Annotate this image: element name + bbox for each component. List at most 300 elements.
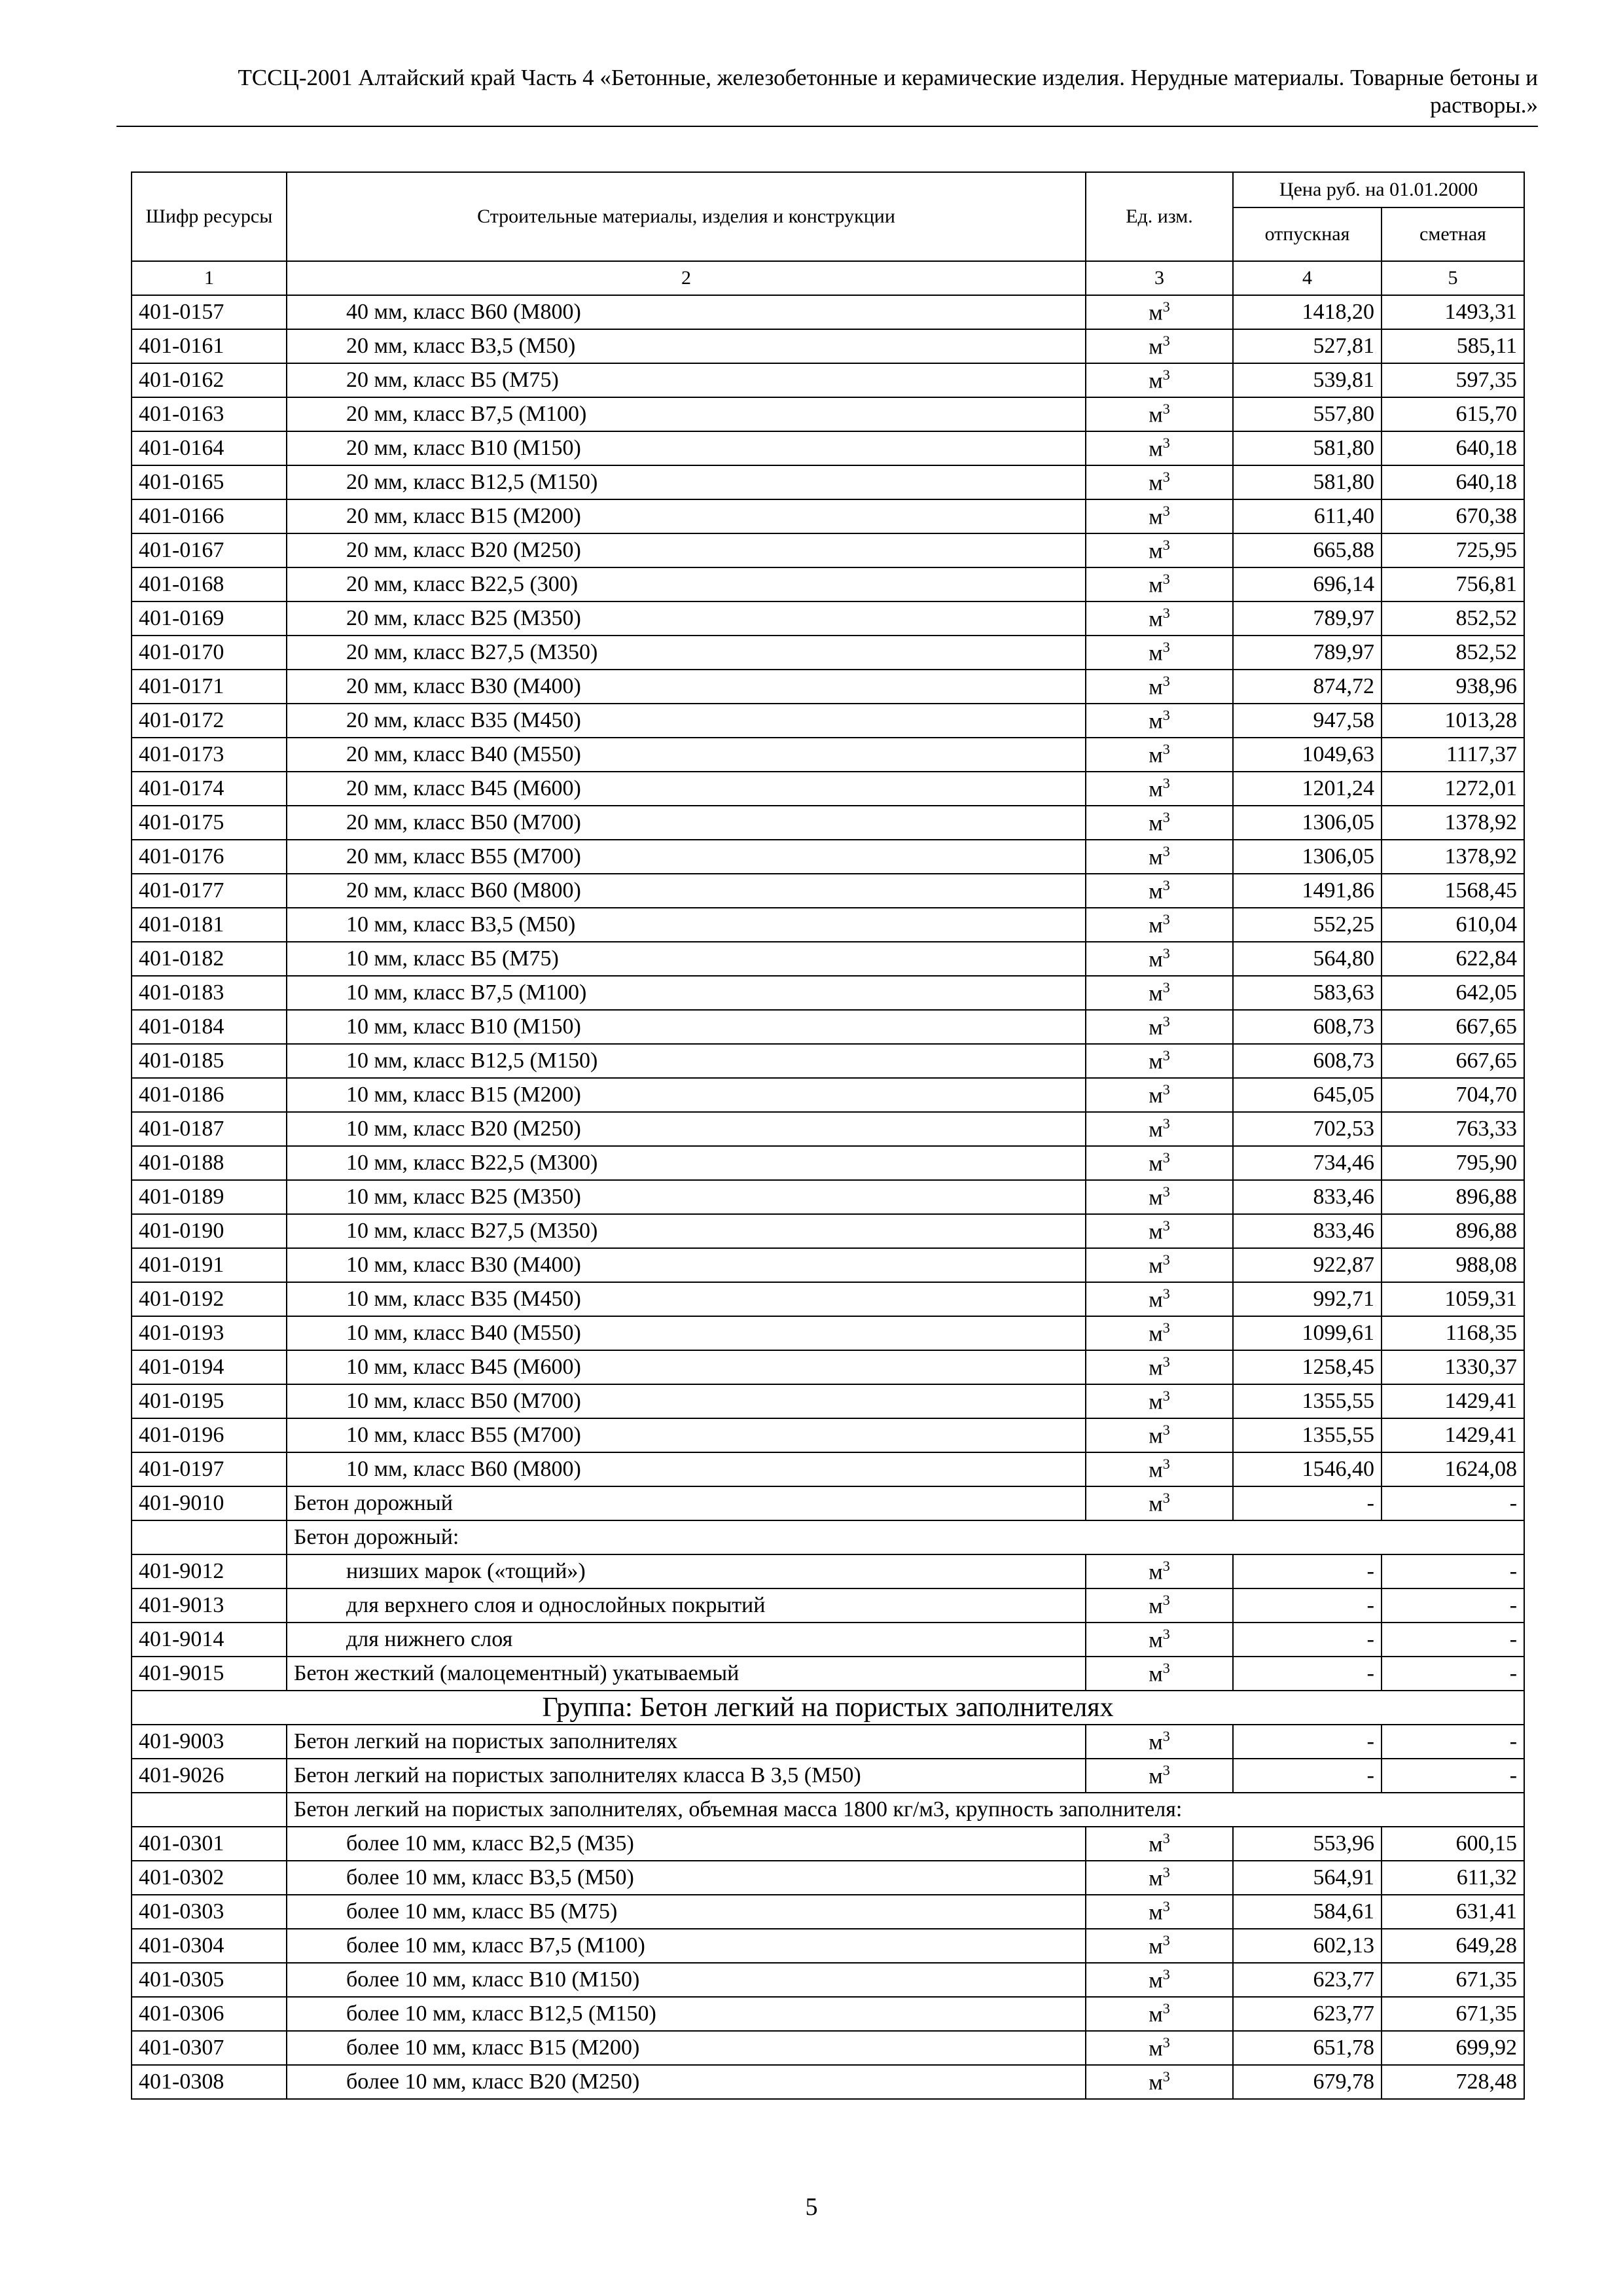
row-name: более 10 мм, класс В7,5 (М100)	[287, 1929, 1086, 1963]
row-release-price: -	[1233, 1588, 1382, 1623]
row-unit: $м^3$	[1086, 1044, 1233, 1078]
row-name: 10 мм, класс В20 (М250)	[287, 1112, 1086, 1146]
table-row	[132, 363, 1524, 397]
row-code: 401-0306	[132, 1997, 287, 2031]
row-code: 401-0181	[132, 908, 287, 942]
row-unit: $м^3$	[1086, 1010, 1233, 1044]
row-estimate-price: 1272,01	[1382, 772, 1524, 806]
row-name: 20 мм, класс В35 (М450)	[287, 704, 1086, 738]
row-estimate-price: -	[1382, 1657, 1524, 1691]
row-release-price: 734,46	[1233, 1146, 1382, 1180]
row-unit: $м^3$	[1086, 840, 1233, 874]
row-unit: $м^3$	[1086, 1316, 1233, 1350]
row-code: 401-0194	[132, 1350, 287, 1384]
page-number: 5	[805, 2193, 818, 2221]
table-row	[132, 1248, 1524, 1282]
row-unit: $м^3$	[1086, 670, 1233, 704]
row-unit: $м^3$	[1086, 1282, 1233, 1316]
table-row	[132, 2031, 1524, 2065]
row-unit: $м^3$	[1086, 1384, 1233, 1418]
row-name: низших марок («тощий»)	[287, 1554, 1086, 1588]
row-name: 10 мм, класс В22,5 (М300)	[287, 1146, 1086, 1180]
row-release-price: -	[1233, 1657, 1382, 1691]
row-unit: $м^3$	[1086, 601, 1233, 636]
row-name: 20 мм, класс В55 (М700)	[287, 840, 1086, 874]
row-release-price: 564,80	[1233, 942, 1382, 976]
row-name: более 10 мм, класс В20 (М250)	[287, 2065, 1086, 2099]
table-row	[132, 567, 1524, 601]
col-header-release: отпускная	[1233, 207, 1382, 261]
row-unit: $м^3$	[1086, 1248, 1233, 1282]
row-unit: $м^3$	[1086, 976, 1233, 1010]
row-estimate-price: 728,48	[1382, 2065, 1524, 2099]
row-release-price: 553,96	[1233, 1827, 1382, 1861]
row-name: 20 мм, класс В20 (М250)	[287, 533, 1086, 567]
row-name: 20 мм, класс В5 (М75)	[287, 363, 1086, 397]
row-release-price: 1491,86	[1233, 874, 1382, 908]
row-name: 20 мм, класс В15 (М200)	[287, 499, 1086, 533]
row-release-price: 611,40	[1233, 499, 1382, 533]
row-release-price: 665,88	[1233, 533, 1382, 567]
row-estimate-price: 1568,45	[1382, 874, 1524, 908]
row-release-price: 874,72	[1233, 670, 1382, 704]
table-row	[132, 499, 1524, 533]
row-estimate-price: 1330,37	[1382, 1350, 1524, 1384]
table-row	[132, 840, 1524, 874]
col-number: 2	[287, 261, 1086, 295]
row-unit: $м^3$	[1086, 465, 1233, 499]
row-code: 401-0307	[132, 2031, 287, 2065]
row-code: 401-0302	[132, 1861, 287, 1895]
row-code: 401-0161	[132, 329, 287, 363]
row-release-price: 564,91	[1233, 1861, 1382, 1895]
row-code: 401-0197	[132, 1452, 287, 1486]
table-row	[132, 1282, 1524, 1316]
row-estimate-price: 1117,37	[1382, 738, 1524, 772]
row-unit: $м^3$	[1086, 1963, 1233, 1997]
row-release-price: 1355,55	[1233, 1384, 1382, 1418]
row-release-price: -	[1233, 1486, 1382, 1520]
table-row	[132, 1112, 1524, 1146]
col-header-estimate: сметная	[1382, 207, 1524, 261]
table-row	[132, 1146, 1524, 1180]
row-name: 20 мм, класс В50 (М700)	[287, 806, 1086, 840]
row-unit: $м^3$	[1086, 1214, 1233, 1248]
row-release-price: 1049,63	[1233, 738, 1382, 772]
table-row	[132, 1895, 1524, 1929]
table-row	[132, 1316, 1524, 1350]
table-row	[132, 636, 1524, 670]
row-release-price: 696,14	[1233, 567, 1382, 601]
row-estimate-price: 699,92	[1382, 2031, 1524, 2065]
row-estimate-price: 756,81	[1382, 567, 1524, 601]
row-release-price: 922,87	[1233, 1248, 1382, 1282]
table-body-light	[132, 1827, 1524, 2099]
row-estimate-price: 667,65	[1382, 1010, 1524, 1044]
row-release-price: -	[1233, 1623, 1382, 1657]
row-unit: $м^3$	[1086, 2031, 1233, 2065]
row-code: 401-0182	[132, 942, 287, 976]
row-estimate-price: 763,33	[1382, 1112, 1524, 1146]
row-estimate-price: 631,41	[1382, 1895, 1524, 1929]
row-estimate-price: 1378,92	[1382, 840, 1524, 874]
row-name: 10 мм, класс В12,5 (М150)	[287, 1044, 1086, 1078]
row-estimate-price: 938,96	[1382, 670, 1524, 704]
row-code: 401-0195	[132, 1384, 287, 1418]
row-code: 401-0175	[132, 806, 287, 840]
row-unit: $м^3$	[1086, 329, 1233, 363]
row-code: 401-0303	[132, 1895, 287, 1929]
row-release-price: 608,73	[1233, 1044, 1382, 1078]
row-release-price: 552,25	[1233, 908, 1382, 942]
row-name: более 10 мм, класс В10 (М150)	[287, 1963, 1086, 1997]
row-estimate-price: 1168,35	[1382, 1316, 1524, 1350]
row-release-price: 1355,55	[1233, 1418, 1382, 1452]
row-name: более 10 мм, класс В12,5 (М150)	[287, 1997, 1086, 2031]
row-estimate-price: -	[1382, 1623, 1524, 1657]
row-estimate-price: 649,28	[1382, 1929, 1524, 1963]
row-release-price: 947,58	[1233, 704, 1382, 738]
row-code: 401-0183	[132, 976, 287, 1010]
row-unit: $м^3$	[1086, 1759, 1233, 1793]
table-body-main	[132, 295, 1524, 1486]
row-name: более 10 мм, класс В3,5 (М50)	[287, 1861, 1086, 1895]
row-estimate-price: 1013,28	[1382, 704, 1524, 738]
row-unit: $м^3$	[1086, 1486, 1233, 1520]
row-estimate-price: 640,18	[1382, 465, 1524, 499]
row-code: 401-0305	[132, 1963, 287, 1997]
row-release-price: 1099,61	[1233, 1316, 1382, 1350]
table-row	[132, 1725, 1524, 1759]
row-estimate-price: 610,04	[1382, 908, 1524, 942]
row-code: 401-0304	[132, 1929, 287, 1963]
row-estimate-price: 1493,31	[1382, 295, 1524, 329]
row-name: 20 мм, класс В7,5 (М100)	[287, 397, 1086, 431]
row-name: 20 мм, класс В45 (М600)	[287, 772, 1086, 806]
row-code: 401-0193	[132, 1316, 287, 1350]
row-release-price: -	[1233, 1554, 1382, 1588]
row-code: 401-0190	[132, 1214, 287, 1248]
row-name: 10 мм, класс В45 (М600)	[287, 1350, 1086, 1384]
table-row	[132, 1827, 1524, 1861]
row-code: 401-9012	[132, 1554, 287, 1588]
row-release-price: 833,46	[1233, 1214, 1382, 1248]
row-code: 401-0163	[132, 397, 287, 431]
table-row	[132, 1997, 1524, 2031]
table-row	[132, 329, 1524, 363]
row-unit: $м^3$	[1086, 1827, 1233, 1861]
row-release-price: 539,81	[1233, 363, 1382, 397]
table-row	[132, 1418, 1524, 1452]
row-release-price: 608,73	[1233, 1010, 1382, 1044]
row-unit: $м^3$	[1086, 1180, 1233, 1214]
row-unit: $м^3$	[1086, 295, 1233, 329]
row-estimate-price: 667,65	[1382, 1044, 1524, 1078]
row-code: 401-0165	[132, 465, 287, 499]
table-row	[132, 1861, 1524, 1895]
row-release-price: 789,97	[1233, 636, 1382, 670]
row-estimate-price: 896,88	[1382, 1180, 1524, 1214]
row-name: 10 мм, класс В7,5 (М100)	[287, 976, 1086, 1010]
header-line-1: ТССЦ-2001 Алтайский край Часть 4 «Бетонные, железобетонные и керамические изделия. Нерудные материалы. Товарные бетоны и	[238, 65, 1538, 90]
table-row	[132, 1078, 1524, 1112]
row-code: 401-0157	[132, 295, 287, 329]
col-number: 3	[1086, 261, 1233, 295]
table-row	[132, 601, 1524, 636]
table-row	[132, 1554, 1524, 1588]
row-release-price: 1306,05	[1233, 806, 1382, 840]
row-name: более 10 мм, класс В5 (М75)	[287, 1895, 1086, 1929]
row-unit: $м^3$	[1086, 1078, 1233, 1112]
price-table	[131, 171, 1525, 2100]
row-name: 40 мм, класс В60 (М800)	[287, 295, 1086, 329]
row-name: более 10 мм, класс В15 (М200)	[287, 2031, 1086, 2065]
row-unit: $м^3$	[1086, 1861, 1233, 1895]
table-row	[132, 1350, 1524, 1384]
row-release-price: 679,78	[1233, 2065, 1382, 2099]
row-unit: $м^3$	[1086, 1452, 1233, 1486]
row-release-price: 602,13	[1233, 1929, 1382, 1963]
row-unit: $м^3$	[1086, 942, 1233, 976]
row-estimate-price: 597,35	[1382, 363, 1524, 397]
table-row	[132, 670, 1524, 704]
row-release-price: 623,77	[1233, 1963, 1382, 1997]
row-name: для нижнего слоя	[287, 1623, 1086, 1657]
row-code: 401-0172	[132, 704, 287, 738]
row-unit: $м^3$	[1086, 397, 1233, 431]
row-estimate-price: 585,11	[1382, 329, 1524, 363]
table-row	[132, 772, 1524, 806]
row-release-price: -	[1233, 1759, 1382, 1793]
row-release-price: 1546,40	[1233, 1452, 1382, 1486]
row-code: 401-0164	[132, 431, 287, 465]
col-number: 1	[132, 261, 287, 295]
row-release-price: 1306,05	[1233, 840, 1382, 874]
table-row	[132, 295, 1524, 329]
row-estimate-price: 1429,41	[1382, 1384, 1524, 1418]
row-unit: $м^3$	[1086, 908, 1233, 942]
row-release-price: 581,80	[1233, 431, 1382, 465]
table-row	[132, 1010, 1524, 1044]
row-release-price: 527,81	[1233, 329, 1382, 363]
row-name: Бетон легкий на пористых заполнителях класса В 3,5 (М50)	[287, 1759, 1086, 1793]
row-code: 401-0186	[132, 1078, 287, 1112]
row-release-price: 645,05	[1233, 1078, 1382, 1112]
row-code: 401-0171	[132, 670, 287, 704]
row-code: 401-0177	[132, 874, 287, 908]
row-estimate-price: 896,88	[1382, 1214, 1524, 1248]
table-body-road	[132, 1486, 1524, 1827]
row-unit: $м^3$	[1086, 1554, 1233, 1588]
table-row	[132, 1044, 1524, 1078]
row-estimate-price: 1429,41	[1382, 1418, 1524, 1452]
row-release-price: 1258,45	[1233, 1350, 1382, 1384]
table-row	[132, 2065, 1524, 2099]
table-row	[132, 533, 1524, 567]
row-estimate-price: 795,90	[1382, 1146, 1524, 1180]
table-row	[132, 1759, 1524, 1793]
row-code: 401-9010	[132, 1486, 287, 1520]
section-row	[132, 1793, 1524, 1827]
row-code: 401-0162	[132, 363, 287, 397]
group-row	[132, 1691, 1524, 1725]
row-code: 401-9013	[132, 1588, 287, 1623]
table-row	[132, 806, 1524, 840]
row-name: 10 мм, класс В50 (М700)	[287, 1384, 1086, 1418]
row-name: 10 мм, класс В35 (М450)	[287, 1282, 1086, 1316]
row-code: 401-0167	[132, 533, 287, 567]
row-release-price: 557,80	[1233, 397, 1382, 431]
table-row	[132, 908, 1524, 942]
row-unit: $м^3$	[1086, 1725, 1233, 1759]
row-code: 401-0169	[132, 601, 287, 636]
table-row	[132, 1623, 1524, 1657]
group-title: Группа: Бетон легкий на пористых заполнителях	[132, 1691, 1524, 1725]
table-row	[132, 397, 1524, 431]
row-name: 20 мм, класс В40 (М550)	[287, 738, 1086, 772]
row-estimate-price: 640,18	[1382, 431, 1524, 465]
row-estimate-price: -	[1382, 1588, 1524, 1623]
table-row	[132, 738, 1524, 772]
row-release-price: 702,53	[1233, 1112, 1382, 1146]
row-name: 20 мм, класс В22,5 (300)	[287, 567, 1086, 601]
row-unit: $м^3$	[1086, 431, 1233, 465]
row-estimate-price: -	[1382, 1725, 1524, 1759]
page-header	[116, 64, 1538, 127]
section-row	[132, 1520, 1524, 1554]
row-code: 401-0168	[132, 567, 287, 601]
row-unit: $м^3$	[1086, 1112, 1233, 1146]
section-title: Бетон дорожный:	[287, 1520, 1524, 1554]
row-unit: $м^3$	[1086, 2065, 1233, 2099]
row-release-price: 584,61	[1233, 1895, 1382, 1929]
row-code: 401-0189	[132, 1180, 287, 1214]
row-unit: $м^3$	[1086, 874, 1233, 908]
row-code: 401-0187	[132, 1112, 287, 1146]
row-estimate-price: 671,35	[1382, 1997, 1524, 2031]
table-row	[132, 1657, 1524, 1691]
row-estimate-price: -	[1382, 1759, 1524, 1793]
row-name: 10 мм, класс В27,5 (М350)	[287, 1214, 1086, 1248]
row-unit: $м^3$	[1086, 1350, 1233, 1384]
row-estimate-price: 600,15	[1382, 1827, 1524, 1861]
row-unit: $м^3$	[1086, 1895, 1233, 1929]
row-unit: $м^3$	[1086, 1623, 1233, 1657]
row-code: 401-0188	[132, 1146, 287, 1180]
row-unit: $м^3$	[1086, 806, 1233, 840]
row-release-price: 1201,24	[1233, 772, 1382, 806]
table-row	[132, 1214, 1524, 1248]
row-code: 401-9003	[132, 1725, 287, 1759]
row-unit: $м^3$	[1086, 499, 1233, 533]
row-code: 401-0308	[132, 2065, 287, 2099]
table-row	[132, 1929, 1524, 1963]
row-code: 401-0170	[132, 636, 287, 670]
row-estimate-price: -	[1382, 1554, 1524, 1588]
row-name: 20 мм, класс В27,5 (М350)	[287, 636, 1086, 670]
row-name: 20 мм, класс В10 (М150)	[287, 431, 1086, 465]
row-name: 10 мм, класс В25 (М350)	[287, 1180, 1086, 1214]
row-release-price: 651,78	[1233, 2031, 1382, 2065]
row-name: Бетон легкий на пористых заполнителях	[287, 1725, 1086, 1759]
row-unit: $м^3$	[1086, 1997, 1233, 2031]
row-code: 401-0176	[132, 840, 287, 874]
row-name: 10 мм, класс В15 (М200)	[287, 1078, 1086, 1112]
row-unit: $м^3$	[1086, 363, 1233, 397]
row-release-price: 623,77	[1233, 1997, 1382, 2031]
row-code: 401-0196	[132, 1418, 287, 1452]
table-row	[132, 431, 1524, 465]
row-code: 401-9014	[132, 1623, 287, 1657]
row-unit: $м^3$	[1086, 1588, 1233, 1623]
col-number: 5	[1382, 261, 1524, 295]
row-name: 10 мм, класс В10 (М150)	[287, 1010, 1086, 1044]
row-code: 401-0184	[132, 1010, 287, 1044]
row-release-price: 833,46	[1233, 1180, 1382, 1214]
row-unit: $м^3$	[1086, 567, 1233, 601]
row-code: 401-0174	[132, 772, 287, 806]
table-row	[132, 1452, 1524, 1486]
row-name: 10 мм, класс В55 (М700)	[287, 1418, 1086, 1452]
row-unit: $м^3$	[1086, 704, 1233, 738]
col-header-price: Цена руб. на 01.01.2000	[1233, 172, 1524, 207]
header-line-2: растворы.»	[1430, 92, 1538, 118]
row-estimate-price: 611,32	[1382, 1861, 1524, 1895]
table-row	[132, 874, 1524, 908]
table-row	[132, 465, 1524, 499]
row-code: 401-0192	[132, 1282, 287, 1316]
row-estimate-price: 615,70	[1382, 397, 1524, 431]
row-estimate-price: 642,05	[1382, 976, 1524, 1010]
row-code: 401-0185	[132, 1044, 287, 1078]
table-row	[132, 1588, 1524, 1623]
table-row	[132, 1486, 1524, 1520]
row-estimate-price: 670,38	[1382, 499, 1524, 533]
row-name: 20 мм, класс В25 (М350)	[287, 601, 1086, 636]
row-unit: $м^3$	[1086, 636, 1233, 670]
row-name: более 10 мм, класс В2,5 (М35)	[287, 1827, 1086, 1861]
row-unit: $м^3$	[1086, 1418, 1233, 1452]
row-name: Бетон дорожный	[287, 1486, 1086, 1520]
row-estimate-price: 725,95	[1382, 533, 1524, 567]
row-code: 401-0301	[132, 1827, 287, 1861]
row-estimate-price: 1378,92	[1382, 806, 1524, 840]
row-release-price: 992,71	[1233, 1282, 1382, 1316]
row-release-price: 1418,20	[1233, 295, 1382, 329]
row-estimate-price: 988,08	[1382, 1248, 1524, 1282]
row-release-price: 789,97	[1233, 601, 1382, 636]
row-name: 10 мм, класс В30 (М400)	[287, 1248, 1086, 1282]
table-row	[132, 1963, 1524, 1997]
row-unit: $м^3$	[1086, 533, 1233, 567]
row-name: Бетон жесткий (малоцементный) укатываемый	[287, 1657, 1086, 1691]
row-name: 20 мм, класс В3,5 (М50)	[287, 329, 1086, 363]
row-unit: $м^3$	[1086, 1657, 1233, 1691]
col-header-unit: Ед. изм.	[1086, 172, 1233, 261]
row-name: 10 мм, класс В40 (М550)	[287, 1316, 1086, 1350]
row-name: 10 мм, класс В5 (М75)	[287, 942, 1086, 976]
col-header-code: Шифр ресурсы	[132, 172, 287, 261]
table-row	[132, 942, 1524, 976]
section-title: Бетон легкий на пористых заполнителях, объемная масса 1800 кг/м3, крупность заполнителя:	[287, 1793, 1524, 1827]
row-unit: $м^3$	[1086, 1929, 1233, 1963]
table-row	[132, 976, 1524, 1010]
row-unit: $м^3$	[1086, 1146, 1233, 1180]
row-estimate-price: 852,52	[1382, 636, 1524, 670]
row-code: 401-0191	[132, 1248, 287, 1282]
row-unit: $м^3$	[1086, 772, 1233, 806]
row-release-price: 581,80	[1233, 465, 1382, 499]
